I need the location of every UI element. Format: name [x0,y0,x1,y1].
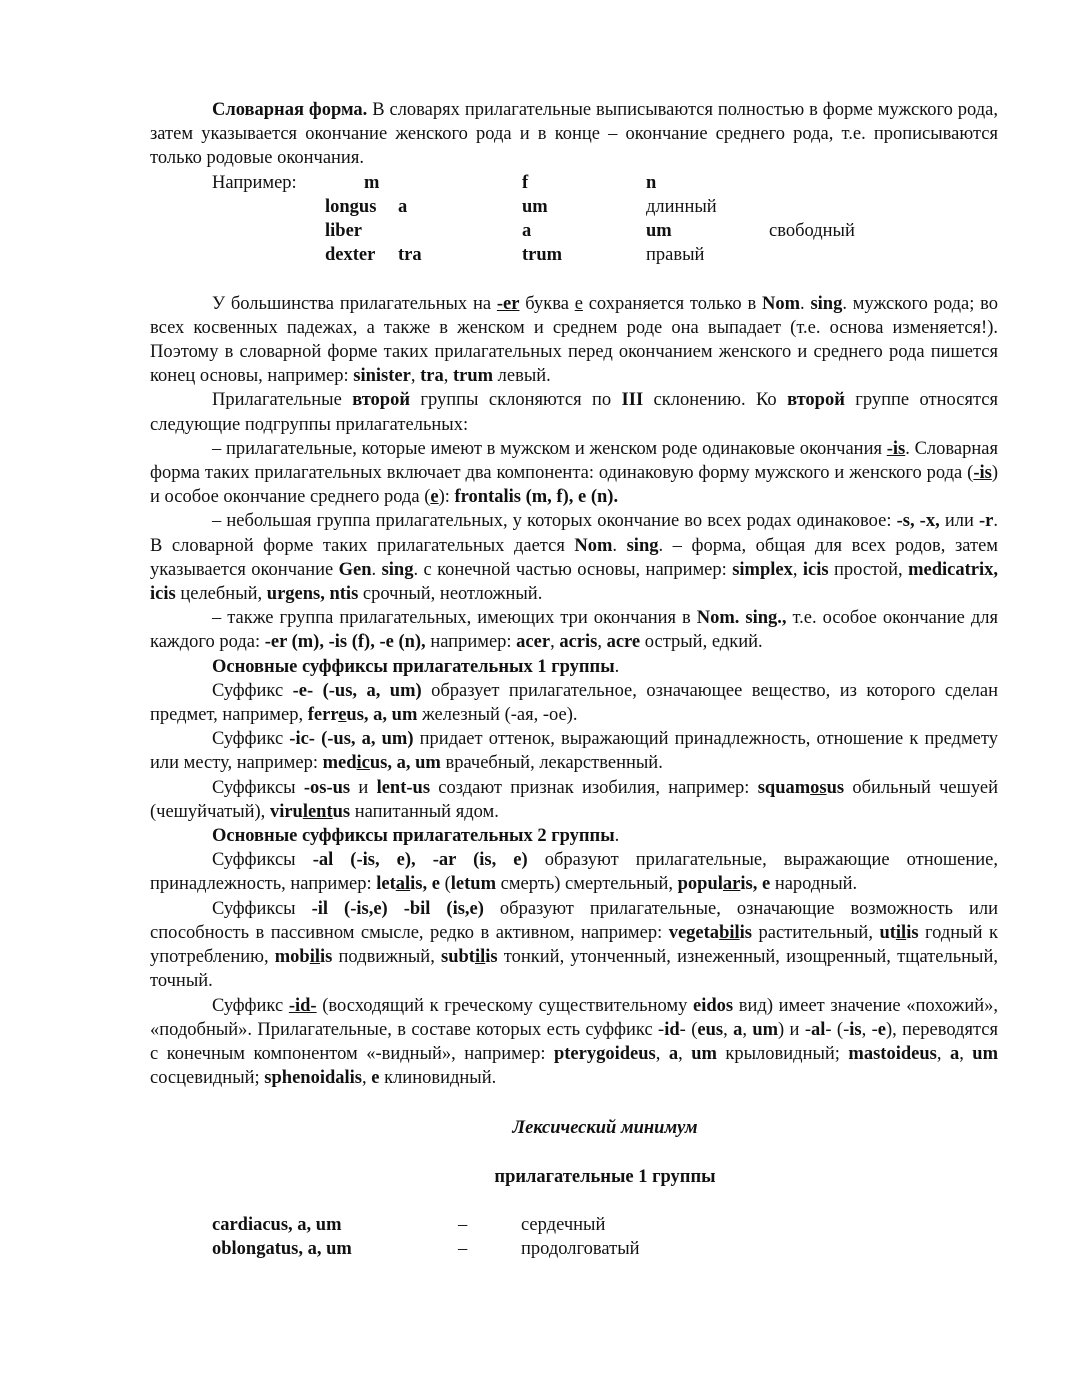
text-run: vegeta [668,922,720,943]
emphasis [719,923,740,943]
text-run: mob [274,947,310,968]
text-run: viru [269,801,303,822]
text-run: -il (-is,e) -bil (is,e) [311,898,484,919]
text-run: us, a, um [346,705,418,726]
text-run: . Словарная форма таких прилагательных включает два компонента: одинаковую форму мужского и женского рода ( [150,438,998,484]
text-run: is [320,947,333,968]
lexicon-subtitle: прилагательные 1 группы [494,1166,716,1187]
text-run: -s, -x, [896,511,940,532]
text-run: смерть) смертельный, [495,874,678,895]
emphasis [810,778,826,798]
text-run: lent-us [376,777,431,798]
text-run: е [574,293,583,314]
text-run: Суффикс [212,729,290,750]
intro-heading: Словарная форма. [212,100,368,120]
lexicon-title: Лексический минимум [512,1118,698,1139]
text-run: врачебный, лекарственный. [440,753,663,774]
text-run: . [614,826,620,847]
text-run: В словарях прилагательные выписываются полностью в форме мужского рода, затем указывается окончание женского рода и в конце – окончание среднего рода, т.е. прописываются только родовые окончания. [150,100,998,169]
text-run: Суффиксы [212,850,313,871]
text-run: сохраняется только в [582,293,763,314]
text-run: целебный, [175,584,267,605]
example-stem: dexter [325,244,376,265]
text-run: Суффиксы [212,898,312,919]
text-run: il [895,922,907,943]
text-run: , [959,1043,973,1064]
text-run: левый. [493,366,551,387]
text-run: , - [861,1019,878,1040]
text-run: т.е. особое окончание для каждого рода: [150,608,998,653]
section-heading-group2 [150,824,998,848]
text-run: , [443,366,453,387]
text-run: ferr [307,705,339,726]
text-run: sing [810,293,843,314]
text-run: pterygoideus [553,1043,656,1064]
emphasis [887,439,906,459]
text-run: -er (m), -is (f), -e (n), [264,632,426,653]
text-run: У большинства прилагательных на [212,293,497,314]
text-run: tra [420,366,444,387]
document-page [150,98,998,1263]
section-heading-group1 [150,655,998,679]
text-run: sphenoidalis [264,1068,362,1089]
example-label: Например: [212,172,297,193]
example-f: a [522,220,532,241]
text-run: второй [787,390,845,411]
text-run: напитанный ядом. [350,801,499,822]
text-run: -ic- (-us, a, um) [289,729,414,750]
text-run: is [906,922,919,943]
intro-paragraph [150,98,998,171]
text-run: medicatrix, icis [150,559,998,605]
text-run: is [485,947,498,968]
text-run: e [371,1068,380,1089]
text-run: let [376,874,396,895]
text-run: ), переводятся с конечным компонентом «-видный», например: [150,1019,998,1064]
text-run: Nom [574,535,613,556]
example-stem: longus [325,196,377,217]
text-run: , [597,632,607,653]
emphasis [396,874,410,894]
text-run: растительный, [751,922,880,943]
text-run: e [877,1019,886,1040]
emphasis [289,996,317,1016]
text-run: образует прилагательное, означающее вещество, из которого сделан предмет, например, [150,680,998,726]
text-run: - ( [679,1019,698,1040]
text-run: is, e [740,874,771,895]
text-run: вид) имеет значение «похожий», «подобный». Прилагательные, в составе которых есть суффикс - [150,995,998,1040]
text-run: um [752,1019,779,1040]
text-run: bil [719,922,740,943]
text-run: letum [450,874,496,895]
subgroup-2 [150,509,998,606]
text-run: обильный чешуей (чешуйчатый), [150,777,998,822]
example-m-end: a [398,196,408,217]
text-run: или [939,511,979,532]
text-run: е [430,487,439,508]
text-run: il [309,947,320,968]
suffix-il-paragraph [150,897,998,994]
text-run: -is [886,438,906,459]
text-run: , [655,1043,669,1064]
emphasis [475,947,485,967]
text-run: subt [441,947,475,968]
text-run: um [972,1043,998,1064]
text-run: squam [757,777,811,798]
text-run: – прилагательные, которые имеют в мужском и женском роде одинаковые окончания [212,438,887,459]
text-run: . В словарной форме таких прилагательных дается [150,511,998,556]
text-run: , [678,1043,692,1064]
vocab-meaning: продолговатый [521,1238,640,1259]
vocab-dash: – [458,1238,468,1259]
text-run: Nom. sing., [696,608,787,629]
suffix-al-paragraph [150,848,998,896]
emphasis [896,923,906,943]
vocab-meaning: сердечный [521,1214,606,1235]
text-run: a [949,1043,960,1064]
text-run: острый, едкий. [640,632,763,653]
text-run: , [723,1019,734,1040]
text-run: простой, [828,559,909,580]
text-run: acre [606,632,641,653]
text-run: образуют прилагательные, означающие возможность или способность в пассивном смысле, редко в активном, например: [150,898,999,943]
text-run: ): [438,487,455,508]
text-run: подвижный, [332,947,442,968]
subgroup-1 [150,437,998,510]
text-run: . [371,559,382,580]
text-run: , [936,1043,950,1064]
text-run: , [361,1068,372,1089]
text-run: придает оттенок, выражающий принадлежность, отношение к предмету или месту, например: [150,729,998,774]
text-run: -er [496,293,520,314]
text-run: народный. [770,874,858,895]
text-run: группе относятся следующие подгруппы прилагательных: [150,390,998,435]
text-run: sing [626,535,659,556]
text-run: ic [356,753,370,774]
text-run: – также группа прилагательных, имеющих три окончания в [212,608,697,629]
example-m-end: tra [398,244,422,265]
text-run: -e- (-us, a, um) [292,680,422,701]
text-run: simplex [732,559,793,580]
text-run: . [800,293,811,314]
header-n: n [646,172,657,193]
text-run: us [332,801,351,822]
text-run: -al (-is, e), -ar (is, e) [312,850,528,871]
er-paragraph [150,292,998,389]
emphasis [357,753,370,773]
text-run: . – форма, общая для всех родов, затем указывается окончание [150,535,998,580]
text-run: ) и - [778,1019,811,1040]
text-run: id [664,1019,680,1040]
text-run: um [691,1043,717,1064]
header-f: f [522,172,529,193]
text-run: . мужского рода; во всех косвенных падежах, а также в женском и среднем роде она выпадает (т.е. основа изменяется!). Поэтому в словарной форме таких прилагательных перед окончанием женского и среднего рода пишется конец основы, например: [150,293,998,387]
text-run: ar [722,874,741,895]
text-run: popul [677,874,723,895]
text-run: сосцевидный; [150,1068,265,1089]
text-run: железный (-ая, -ое). [417,705,578,726]
text-run: al [811,1019,826,1040]
text-run: is [849,1019,862,1040]
text-run: urgens, ntis [266,584,359,605]
text-run: -r [978,511,994,532]
text-run: a [733,1019,743,1040]
example-n: правый [646,244,705,265]
text-run: Прилагательные [212,390,353,411]
text-run: -is [973,463,992,484]
example-f: trum [522,244,563,265]
text-run: ( [439,874,451,895]
text-run: срочный, неотложный. [358,584,543,605]
example-n: длинный [646,196,717,217]
vocab-term: cardiacus, a, um [212,1214,342,1235]
text-run: al [395,874,411,895]
text-run: . [614,656,620,677]
example-stem: liber [325,220,362,241]
text-run: frontalis (m, f), е (n). [454,487,619,508]
text-run: Nom [762,293,801,314]
text-run: . с конечной частью основы, например: [413,559,733,580]
suffix-ic-paragraph [150,727,998,775]
example-f: um [522,196,548,217]
text-run: Суффиксы [212,777,304,798]
text-run: образуют прилагательные, выражающие отношение, принадлежность, например: [150,850,998,895]
text-run: is, e [410,874,440,895]
text-run: III [621,390,644,411]
text-run: sinister [353,366,411,387]
text-run: группы склоняются по [410,390,622,411]
text-run: , [742,1019,753,1040]
text-run: e [338,705,347,726]
text-run: icis [802,559,829,580]
text-run: -id- [288,995,317,1016]
vocab-term: oblongatus, a, um [212,1238,352,1259]
text-run: - (- [825,1019,850,1040]
text-run: eidos [693,995,734,1016]
text-run: eus [697,1019,724,1040]
emphasis [973,463,992,483]
text-run: acer [516,632,551,653]
text-run: acris [559,632,598,653]
subgroup-3 [150,606,998,654]
emphasis [303,802,333,822]
text-run: Gen [338,559,372,580]
text-run: (восходящий к греческому существительному [316,995,694,1016]
text-run: крыловидный; [716,1043,849,1064]
text-run: sing [381,559,414,580]
text-run: создают признак изобилия, например: [430,777,758,798]
list-item [150,1213,998,1237]
suffix-os-paragraph [150,776,998,824]
text-run: lent [302,801,333,822]
text-run: тонкий, утонченный, изнеженный, изощренный, тщательный, точный. [150,947,998,992]
text-run: . [612,535,627,556]
vocabulary-list [150,1213,998,1263]
emphasis [310,947,320,967]
text-run: us, a, um [369,753,441,774]
text-run: второй [352,390,411,411]
emphasis [430,487,438,507]
text-run: , [550,632,560,653]
text-run: Основные суффиксы прилагательных 1 группы [212,656,615,677]
text-run: , [792,559,803,580]
text-run: Суффикс [212,995,289,1016]
text-run: trum [452,366,494,387]
text-run: il [474,947,486,968]
text-run: и [350,777,377,798]
text-run: Суффикс [212,680,293,701]
text-run: – небольшая группа прилагательных, у которых окончание во всех родах одинаковое: [212,511,897,532]
text-run: клиновидный. [379,1068,497,1089]
text-run: буква [519,293,575,314]
text-run: , [410,366,421,387]
example-table [150,171,998,268]
text-run: is [739,922,752,943]
example-translation: свободный [769,220,855,241]
header-m: m [364,172,380,193]
list-item [150,1237,998,1261]
text-run: ) и особое окончание среднего рода ( [150,463,998,508]
example-n: um [646,220,672,241]
text-run: os [810,777,827,798]
emphasis [723,874,740,894]
text-run: a [668,1043,679,1064]
text-run: например: [425,632,517,653]
text-run: med [322,753,357,774]
text-run: us [826,777,845,798]
text-run: ut [879,922,896,943]
text-run: -os-us [303,777,351,798]
text-run: mastoideus [848,1043,937,1064]
group2-paragraph [150,388,998,436]
text-run: Основные суффиксы прилагательных 2 группы [212,826,615,847]
suffix-e-paragraph [150,679,998,727]
text-run: склонению. Ко [643,390,788,411]
vocab-dash: – [458,1214,468,1235]
text-run: годный к употреблению, [150,922,998,968]
suffix-id-paragraph [150,994,998,1091]
emphasis [497,294,520,314]
